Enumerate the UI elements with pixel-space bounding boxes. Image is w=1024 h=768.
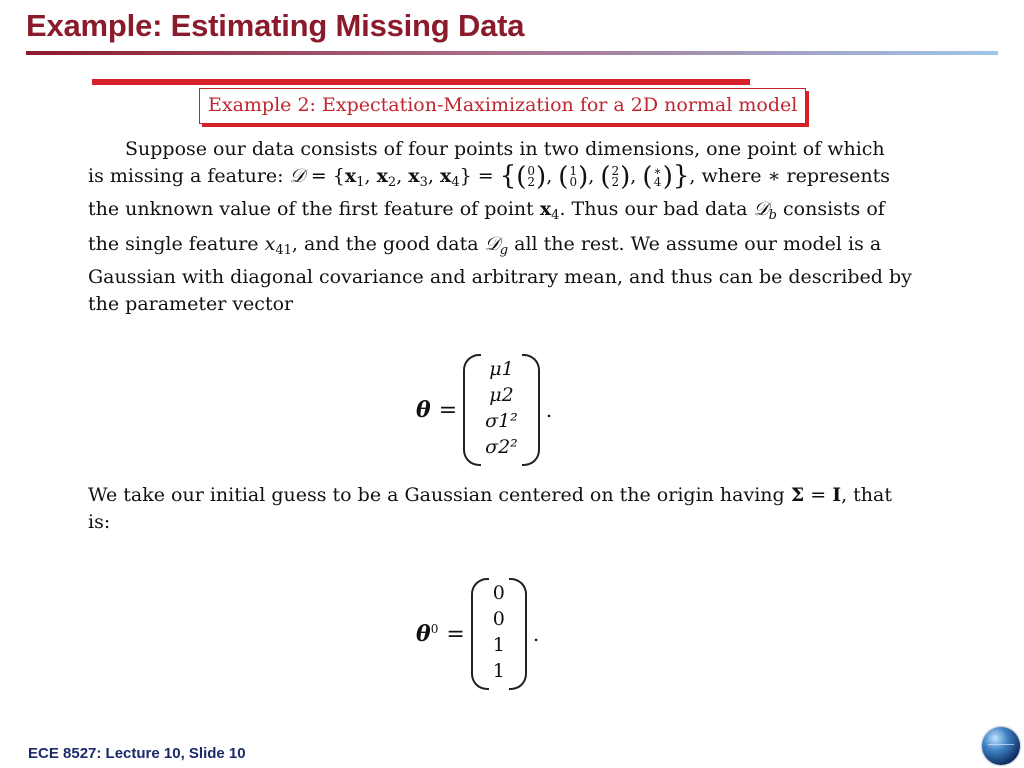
para3-line1 xyxy=(88,482,934,509)
para2-line1-text-b: , and the good data xyxy=(291,233,479,255)
x41-symbol: $x_{41}$ xyxy=(264,233,292,258)
theta0-vector xyxy=(471,578,527,690)
slide-footer: ECE 8527: Lecture 10, Slide 10 xyxy=(28,745,246,762)
para2-line1-text-a: the single feature xyxy=(88,233,259,255)
para2-line1 xyxy=(88,231,934,264)
x4-symbol: $x_4$ xyxy=(539,198,560,223)
equals-sign: = xyxy=(438,397,458,423)
paragraph-data-description xyxy=(88,136,934,229)
slide-title: Example: Estimating Missing Data xyxy=(26,8,525,43)
theta0-equation xyxy=(416,578,539,690)
theta-vector xyxy=(463,354,540,466)
theta-equation xyxy=(416,354,552,466)
para2-line1-text-c: all the rest. We assume our model is a xyxy=(514,233,882,255)
title-underline xyxy=(26,51,998,55)
theta0-entry: 1 xyxy=(492,634,505,656)
para2-line3: the parameter vector xyxy=(88,293,294,315)
para1-line1: Suppose our data consists of four points in two dimensions, one point of which xyxy=(125,138,885,160)
example-heading-box: Example 2: Expectation-Maximization for a 2D normal model xyxy=(199,88,806,124)
paragraph-initial-guess xyxy=(88,482,934,536)
theta0-symbol: $\theta^0$ xyxy=(416,621,439,647)
para3-line2: is: xyxy=(88,511,111,533)
para2-line2: Gaussian with diagonal covariance and arbitrary mean, and thus can be described by xyxy=(88,266,912,288)
example-red-bar xyxy=(92,79,750,85)
para3-line1-text-a: We take our initial guess to be a Gaussian centered on the origin having xyxy=(88,484,785,506)
paragraph-model-description xyxy=(88,231,934,318)
period: . xyxy=(545,398,553,422)
theta-entry: σ2² xyxy=(485,436,518,458)
para3-line1-text-b: , that xyxy=(841,484,892,506)
theta0-entry: 0 xyxy=(492,608,505,630)
period: . xyxy=(532,622,540,646)
para1-line3 xyxy=(88,196,934,229)
equals-sign: = xyxy=(446,621,465,647)
sigma-identity: Σ = I xyxy=(790,484,842,506)
bad-data-symbol: 𝒟$_b$ xyxy=(753,198,777,223)
para1-line3-text-c: consists of xyxy=(783,198,885,220)
theta-symbol: θ xyxy=(416,397,431,423)
theta-entry: μ2 xyxy=(489,384,514,406)
theta0-entry: 1 xyxy=(492,660,505,682)
para1-line2-tail: , where ∗ represents xyxy=(689,165,890,187)
theta-entry: μ1 xyxy=(489,358,514,380)
theta-entry: σ1² xyxy=(485,410,518,432)
good-data-symbol: 𝒟$_g$ xyxy=(484,233,509,258)
para1-line2-text: is missing a feature: xyxy=(88,165,284,187)
para1-line3-text-b: . Thus our bad data xyxy=(559,198,748,220)
globe-logo-icon xyxy=(982,727,1020,765)
theta0-entry: 0 xyxy=(492,582,505,604)
para1-line2 xyxy=(88,163,934,196)
para1-line3-text-a: the unknown value of the first feature of point xyxy=(88,198,534,220)
dataset-equation: 𝒟 = {$x_1$, $x_2$, $x_3$, $x_4$} = {( 0 2 ), ( 1 0 ), ( 2 2 ), ( ∗ 4 )} xyxy=(289,161,690,192)
